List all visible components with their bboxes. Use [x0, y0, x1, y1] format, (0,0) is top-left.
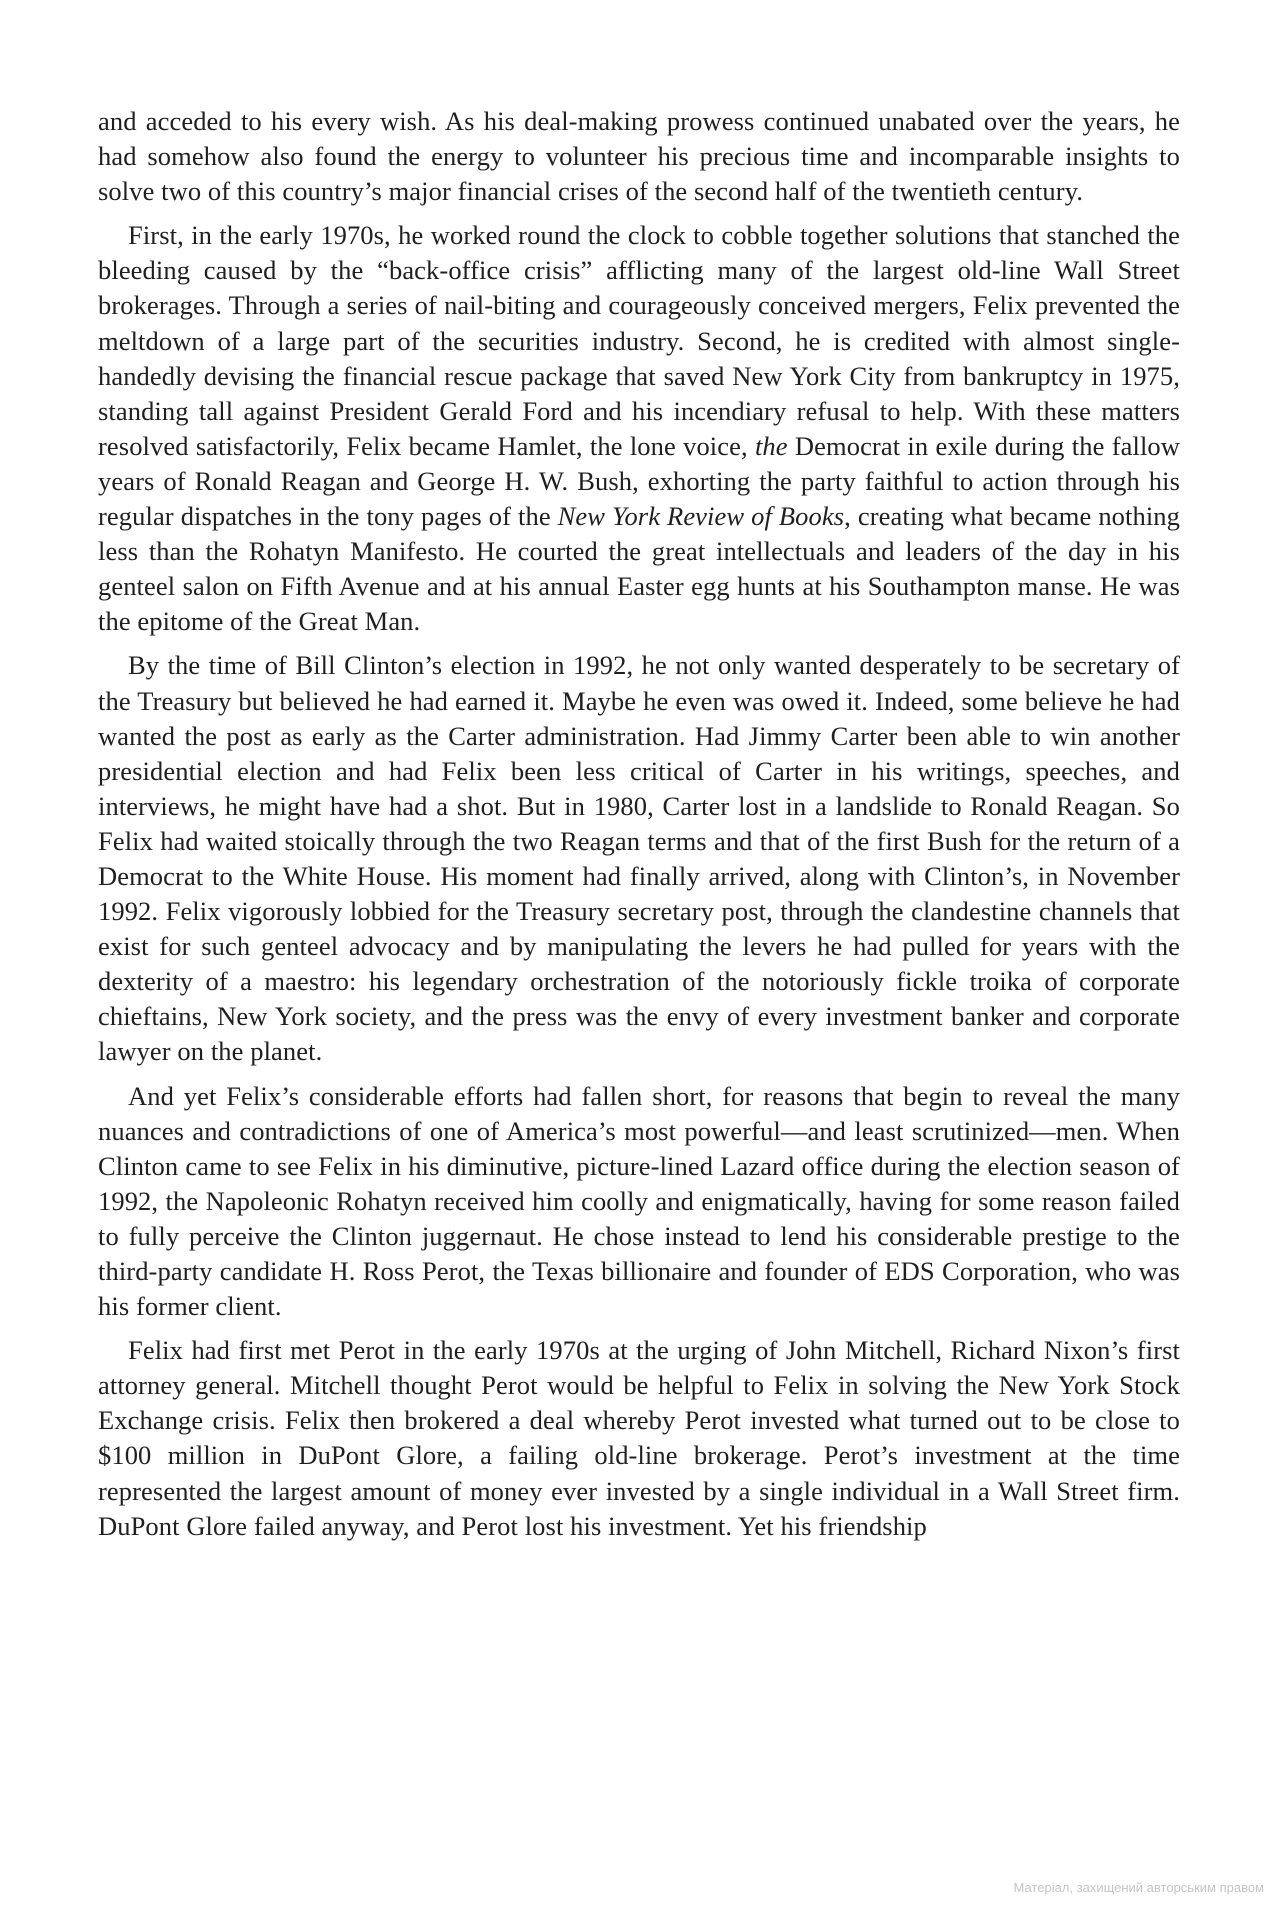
paragraph-text: , creating what became nothing less than the Rohatyn Manifesto. He courted the great intellectuals and leaders of the day in his genteel salon on Fifth Avenue and at his annual Easter egg hunts at his Southampton manse. He was the epitome of the Great Man. — [98, 501, 1181, 637]
italic-publication-title: New York Review of Books — [557, 501, 845, 532]
paragraph-text: Felix had first met Perot in the early 1970s at the urging of John Mitchell, Richard Nixon’s first attorney general. Mitchell thought Perot would be helpful to Felix in solving the New York Stock Exchange crisis. Felix then brokered a deal whereby Perot invested what turned out to be close to $100 million in DuPont Glore, a failing old-line brokerage. Perot’s investment at the time represented the largest amount of money ever invested by a single individual in a Wall Street firm. DuPont Glore failed anyway, and Perot lost his investment. Yet his friendship — [98, 1335, 1180, 1541]
paragraph-continuation — [98, 104, 1180, 209]
paragraph-clinton-election — [98, 648, 1180, 1069]
paragraph-efforts-fell-short — [98, 1079, 1180, 1325]
book-page-body — [98, 104, 1180, 1553]
paragraph-text: And yet Felix’s considerable efforts had fallen short, for reasons that begin to reveal the many nuances and contradictions of one of America’s most powerful—and least scrutinized—men. When Clinton came to see Felix in his diminutive, picture-lined Lazard office during the election season of 1992, the Napoleonic Rohatyn received him coolly and enigmatically, having for some reason failed to fully perceive the Clinton juggernaut. He chose instead to lend his considerable prestige to the third-party candidate H. Ross Perot, the Texas billionaire and founder of EDS Corporation, who was his former client. — [98, 1080, 1180, 1322]
paragraph-text: Democrat in exile during the fallow years of Ronald Reagan and George H. W. Bush, exhorting the party faithful to action through his regular dispatches in the tony pages of the — [98, 430, 1180, 532]
paragraph-perot-meeting — [98, 1333, 1180, 1544]
copyright-watermark: Матеріал, захищений авторським правом — [1013, 1880, 1264, 1895]
italic-emphasis: the — [754, 430, 788, 461]
paragraph-text: and acceded to his every wish. As his deal-making prowess continued unabated over the years, he had somehow also found the energy to volunteer his precious time and incomparable insights to solve two of this country’s major financial crises of the second half of the twentieth century. — [98, 106, 1180, 207]
paragraph-back-office-crisis — [98, 218, 1180, 639]
paragraph-text: First, in the early 1970s, he worked round the clock to cobble together solutions that stanched the bleeding caused by the “back-office crisis” afflicting many of the largest old-line Wall Street brokerages. Through a series of nail-biting and courageously conceived mergers, Felix prevented the meltdown of a large part of the securities industry. Second, he is credited with almost single-handedly devising the financial rescue package that saved New York City from bankruptcy in 1975, standing tall against President Gerald Ford and his incendiary refusal to help. With these matters resolved satisfactorily, Felix became Hamlet, the lone voice, — [98, 220, 1180, 461]
paragraph-text: By the time of Bill Clinton’s election in 1992, he not only wanted desperately to be secretary of the Treasury but believed he had earned it. Maybe he even was owed it. Indeed, some believe he had wanted the post as early as the Carter administration. Had Jimmy Carter been able to win another presidential election and had Felix been less critical of Carter in his writings, speeches, and interviews, he might have had a shot. But in 1980, Carter lost in a landslide to Ronald Reagan. So Felix had waited stoically through the two Reagan terms and that of the first Bush for the return of a Democrat to the White House. His moment had finally arrived, along with Clinton’s, in November 1992. Felix vigorously lobbied for the Treasury secretary post, through the clandestine channels that exist for such genteel advocacy and by manipulating the levers he had pulled for years with the dexterity of a maestro: his legendary orchestration of the notoriously fickle troika of corporate chieftains, New York society, and the press was the envy of every investment banker and corporate lawyer on the planet. — [98, 650, 1180, 1067]
